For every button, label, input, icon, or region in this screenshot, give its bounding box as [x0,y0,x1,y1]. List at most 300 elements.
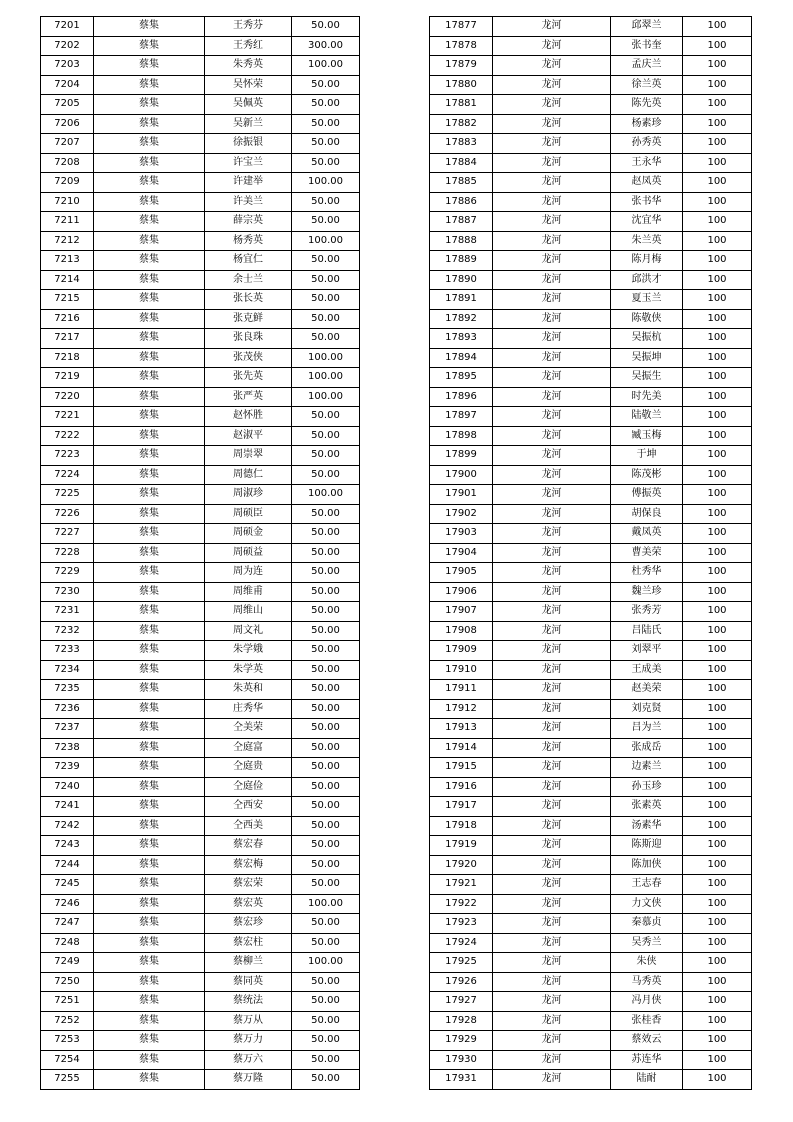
village-cell: 龙河 [493,485,611,505]
table-row [41,368,360,388]
village-cell: 龙河 [493,777,611,797]
name-cell: 许建举 [205,173,292,193]
village-cell: 龙河 [493,1070,611,1090]
village-cell: 蔡集 [94,290,205,310]
name-cell: 吴秀兰 [611,933,683,953]
record-id-cell: 7251 [41,992,94,1012]
amount-cell: 100 [683,641,752,661]
table-row [430,251,752,271]
name-cell: 蔡万隆 [205,1070,292,1090]
village-cell: 蔡集 [94,933,205,953]
table-row [430,1050,752,1070]
record-id-cell: 7230 [41,582,94,602]
name-cell: 仝西美 [205,816,292,836]
name-cell: 王秀芬 [205,17,292,37]
village-cell: 龙河 [493,192,611,212]
name-cell: 张成岳 [611,738,683,758]
amount-cell: 50.00 [292,407,360,427]
table-row [41,465,360,485]
village-cell: 蔡集 [94,816,205,836]
amount-cell: 100 [683,621,752,641]
amount-cell: 100.00 [292,368,360,388]
record-id-cell: 17900 [430,465,493,485]
record-id-cell: 7246 [41,894,94,914]
record-id-cell: 17901 [430,485,493,505]
village-cell: 蔡集 [94,231,205,251]
table-row [41,758,360,778]
table-row [430,212,752,232]
table-row [430,738,752,758]
record-id-cell: 17886 [430,192,493,212]
record-id-cell: 7248 [41,933,94,953]
village-cell: 蔡集 [94,524,205,544]
village-cell: 龙河 [493,914,611,934]
name-cell: 张桂香 [611,1011,683,1031]
name-cell: 胡保良 [611,504,683,524]
right-roster-table [429,16,752,1090]
amount-cell: 100 [683,465,752,485]
amount-cell: 50.00 [292,582,360,602]
name-cell: 孟庆兰 [611,56,683,76]
name-cell: 徐兰英 [611,75,683,95]
amount-cell: 100 [683,855,752,875]
amount-cell: 50.00 [292,621,360,641]
name-cell: 蔡宏柱 [205,933,292,953]
name-cell: 蔡万力 [205,1031,292,1051]
name-cell: 时先美 [611,387,683,407]
village-cell: 龙河 [493,407,611,427]
amount-cell: 100 [683,797,752,817]
village-cell: 龙河 [493,563,611,583]
amount-cell: 100 [683,95,752,115]
table-row [430,485,752,505]
name-cell: 陈敬侠 [611,309,683,329]
name-cell: 蔡柳兰 [205,953,292,973]
name-cell: 薛宗英 [205,212,292,232]
table-row [430,543,752,563]
amount-cell: 100 [683,36,752,56]
village-cell: 蔡集 [94,329,205,349]
record-id-cell: 7234 [41,660,94,680]
table-row [41,153,360,173]
name-cell: 余士兰 [205,270,292,290]
village-cell: 龙河 [493,17,611,37]
name-cell: 许美兰 [205,192,292,212]
amount-cell: 50.00 [292,1050,360,1070]
record-id-cell: 17920 [430,855,493,875]
name-cell: 仝西安 [205,797,292,817]
name-cell: 魏兰珍 [611,582,683,602]
record-id-cell: 7202 [41,36,94,56]
table-row [41,933,360,953]
village-cell: 蔡集 [94,95,205,115]
village-cell: 蔡集 [94,621,205,641]
table-row [430,75,752,95]
village-cell: 蔡集 [94,212,205,232]
village-cell: 蔡集 [94,738,205,758]
amount-cell: 100 [683,660,752,680]
amount-cell: 100 [683,1070,752,1090]
village-cell: 蔡集 [94,387,205,407]
amount-cell: 100 [683,348,752,368]
record-id-cell: 7216 [41,309,94,329]
name-cell: 陈月梅 [611,251,683,271]
table-row [430,699,752,719]
village-cell: 蔡集 [94,699,205,719]
table-row [430,972,752,992]
table-row [41,36,360,56]
record-id-cell: 17893 [430,329,493,349]
amount-cell: 50.00 [292,680,360,700]
record-id-cell: 17906 [430,582,493,602]
amount-cell: 50.00 [292,914,360,934]
name-cell: 庄秀华 [205,699,292,719]
amount-cell: 100.00 [292,231,360,251]
name-cell: 杨宜仁 [205,251,292,271]
amount-cell: 100 [683,17,752,37]
village-cell: 蔡集 [94,465,205,485]
table-row [430,309,752,329]
record-id-cell: 17911 [430,680,493,700]
amount-cell: 100 [683,290,752,310]
name-cell: 边素兰 [611,758,683,778]
record-id-cell: 17896 [430,387,493,407]
village-cell: 蔡集 [94,660,205,680]
record-id-cell: 17880 [430,75,493,95]
name-cell: 马秀英 [611,972,683,992]
name-cell: 邱翠兰 [611,17,683,37]
record-id-cell: 17889 [430,251,493,271]
table-row [41,797,360,817]
amount-cell: 100 [683,992,752,1012]
amount-cell: 50.00 [292,1070,360,1090]
name-cell: 蔡宏英 [205,894,292,914]
amount-cell: 50.00 [292,75,360,95]
name-cell: 王秀红 [205,36,292,56]
village-cell: 蔡集 [94,173,205,193]
village-cell: 蔡集 [94,992,205,1012]
village-cell: 蔡集 [94,777,205,797]
table-row [41,173,360,193]
record-id-cell: 7217 [41,329,94,349]
village-cell: 龙河 [493,114,611,134]
village-cell: 龙河 [493,251,611,271]
table-row [430,95,752,115]
record-id-cell: 7237 [41,719,94,739]
village-cell: 龙河 [493,894,611,914]
table-row [430,231,752,251]
amount-cell: 100 [683,173,752,193]
name-cell: 朱秀英 [205,56,292,76]
village-cell: 龙河 [493,270,611,290]
left-roster-table [40,16,360,1090]
record-id-cell: 17895 [430,368,493,388]
name-cell: 陆耐 [611,1070,683,1090]
village-cell: 蔡集 [94,134,205,154]
table-row [430,329,752,349]
name-cell: 周为连 [205,563,292,583]
record-id-cell: 7255 [41,1070,94,1090]
table-row [41,348,360,368]
record-id-cell: 7219 [41,368,94,388]
table-row [430,426,752,446]
amount-cell: 50.00 [292,192,360,212]
village-cell: 蔡集 [94,894,205,914]
table-row [41,1070,360,1090]
village-cell: 蔡集 [94,75,205,95]
village-cell: 龙河 [493,738,611,758]
name-cell: 张严英 [205,387,292,407]
name-cell: 周文礼 [205,621,292,641]
amount-cell: 100 [683,1011,752,1031]
record-id-cell: 7223 [41,446,94,466]
amount-cell: 100 [683,972,752,992]
record-id-cell: 7247 [41,914,94,934]
table-row [430,17,752,37]
name-cell: 赵凤英 [611,173,683,193]
table-row [430,56,752,76]
name-cell: 朱英和 [205,680,292,700]
village-cell: 龙河 [493,348,611,368]
record-id-cell: 7224 [41,465,94,485]
name-cell: 冯月侠 [611,992,683,1012]
name-cell: 邱洪才 [611,270,683,290]
name-cell: 吕为兰 [611,719,683,739]
name-cell: 赵怀胜 [205,407,292,427]
amount-cell: 100.00 [292,173,360,193]
table-row [430,407,752,427]
table-row [430,582,752,602]
table-row [41,524,360,544]
amount-cell: 100 [683,56,752,76]
village-cell: 龙河 [493,719,611,739]
table-row [41,309,360,329]
table-row [41,992,360,1012]
table-row [430,680,752,700]
name-cell: 仝美荣 [205,719,292,739]
village-cell: 蔡集 [94,504,205,524]
name-cell: 周维甫 [205,582,292,602]
name-cell: 杨素珍 [611,114,683,134]
table-row [430,563,752,583]
amount-cell: 100 [683,75,752,95]
table-row [41,953,360,973]
village-cell: 蔡集 [94,309,205,329]
village-cell: 龙河 [493,309,611,329]
amount-cell: 100 [683,582,752,602]
table-row [430,1011,752,1031]
table-row [41,17,360,37]
table-row [430,1031,752,1051]
record-id-cell: 7220 [41,387,94,407]
amount-cell: 50.00 [292,855,360,875]
village-cell: 龙河 [493,797,611,817]
amount-cell: 50.00 [292,660,360,680]
village-cell: 龙河 [493,387,611,407]
name-cell: 傅振英 [611,485,683,505]
name-cell: 力文侠 [611,894,683,914]
name-cell: 周硕金 [205,524,292,544]
village-cell: 龙河 [493,426,611,446]
record-id-cell: 17931 [430,1070,493,1090]
record-id-cell: 7252 [41,1011,94,1031]
name-cell: 周崇翠 [205,446,292,466]
village-cell: 龙河 [493,368,611,388]
village-cell: 蔡集 [94,270,205,290]
name-cell: 许宝兰 [205,153,292,173]
amount-cell: 50.00 [292,426,360,446]
name-cell: 朱学英 [205,660,292,680]
table-row [41,582,360,602]
village-cell: 龙河 [493,212,611,232]
name-cell: 臧玉梅 [611,426,683,446]
amount-cell: 100 [683,602,752,622]
record-id-cell: 17908 [430,621,493,641]
name-cell: 蔡宏荣 [205,875,292,895]
amount-cell: 100 [683,524,752,544]
record-id-cell: 7253 [41,1031,94,1051]
amount-cell: 50.00 [292,329,360,349]
amount-cell: 100 [683,1031,752,1051]
village-cell: 龙河 [493,231,611,251]
amount-cell: 100 [683,407,752,427]
table-row [430,621,752,641]
village-cell: 龙河 [493,446,611,466]
name-cell: 秦慕贞 [611,914,683,934]
record-id-cell: 7249 [41,953,94,973]
amount-cell: 100 [683,270,752,290]
village-cell: 蔡集 [94,17,205,37]
record-id-cell: 7218 [41,348,94,368]
table-row [41,816,360,836]
amount-cell: 50.00 [292,134,360,154]
amount-cell: 100 [683,836,752,856]
village-cell: 龙河 [493,465,611,485]
table-row [430,894,752,914]
record-id-cell: 17902 [430,504,493,524]
record-id-cell: 17922 [430,894,493,914]
name-cell: 张先英 [205,368,292,388]
name-cell: 夏玉兰 [611,290,683,310]
record-id-cell: 7238 [41,738,94,758]
amount-cell: 100 [683,680,752,700]
village-cell: 蔡集 [94,1011,205,1031]
name-cell: 朱侠 [611,953,683,973]
record-id-cell: 7221 [41,407,94,427]
name-cell: 赵淑平 [205,426,292,446]
record-id-cell: 17927 [430,992,493,1012]
table-row [41,329,360,349]
record-id-cell: 7204 [41,75,94,95]
village-cell: 蔡集 [94,56,205,76]
table-row [41,972,360,992]
amount-cell: 100 [683,153,752,173]
record-id-cell: 17878 [430,36,493,56]
amount-cell: 50.00 [292,1031,360,1051]
table-row [41,836,360,856]
name-cell: 陆敬兰 [611,407,683,427]
right-roster-body [430,17,752,1090]
record-id-cell: 7229 [41,563,94,583]
amount-cell: 50.00 [292,933,360,953]
table-row [430,348,752,368]
record-id-cell: 17909 [430,641,493,661]
village-cell: 蔡集 [94,1070,205,1090]
record-id-cell: 17884 [430,153,493,173]
table-row [41,56,360,76]
record-id-cell: 7205 [41,95,94,115]
table-row [41,407,360,427]
record-id-cell: 17926 [430,972,493,992]
village-cell: 龙河 [493,543,611,563]
amount-cell: 50.00 [292,251,360,271]
table-row [41,738,360,758]
amount-cell: 100 [683,387,752,407]
table-row [41,641,360,661]
name-cell: 王志春 [611,875,683,895]
village-cell: 龙河 [493,290,611,310]
table-row [41,231,360,251]
village-cell: 龙河 [493,855,611,875]
amount-cell: 50.00 [292,972,360,992]
table-row [41,1011,360,1031]
table-row [41,192,360,212]
amount-cell: 50.00 [292,836,360,856]
amount-cell: 50.00 [292,543,360,563]
record-id-cell: 17882 [430,114,493,134]
village-cell: 龙河 [493,641,611,661]
name-cell: 杨秀英 [205,231,292,251]
record-id-cell: 7235 [41,680,94,700]
table-row [41,621,360,641]
table-row [430,153,752,173]
name-cell: 张长英 [205,290,292,310]
amount-cell: 50.00 [292,504,360,524]
name-cell: 蔡同英 [205,972,292,992]
village-cell: 蔡集 [94,602,205,622]
record-id-cell: 17897 [430,407,493,427]
amount-cell: 50.00 [292,270,360,290]
record-id-cell: 17914 [430,738,493,758]
record-id-cell: 7233 [41,641,94,661]
village-cell: 龙河 [493,56,611,76]
table-row [430,270,752,290]
name-cell: 孙秀英 [611,134,683,154]
amount-cell: 50.00 [292,992,360,1012]
amount-cell: 100.00 [292,485,360,505]
table-row [41,914,360,934]
record-id-cell: 17924 [430,933,493,953]
village-cell: 龙河 [493,972,611,992]
village-cell: 龙河 [493,680,611,700]
record-id-cell: 17891 [430,290,493,310]
village-cell: 蔡集 [94,972,205,992]
village-cell: 蔡集 [94,914,205,934]
table-row [430,797,752,817]
village-cell: 蔡集 [94,641,205,661]
record-id-cell: 17881 [430,95,493,115]
amount-cell: 100 [683,1050,752,1070]
table-row [41,660,360,680]
table-row [41,485,360,505]
amount-cell: 100 [683,231,752,251]
record-id-cell: 7215 [41,290,94,310]
amount-cell: 50.00 [292,602,360,622]
name-cell: 陈先英 [611,95,683,115]
village-cell: 龙河 [493,75,611,95]
table-row [430,192,752,212]
record-id-cell: 17928 [430,1011,493,1031]
